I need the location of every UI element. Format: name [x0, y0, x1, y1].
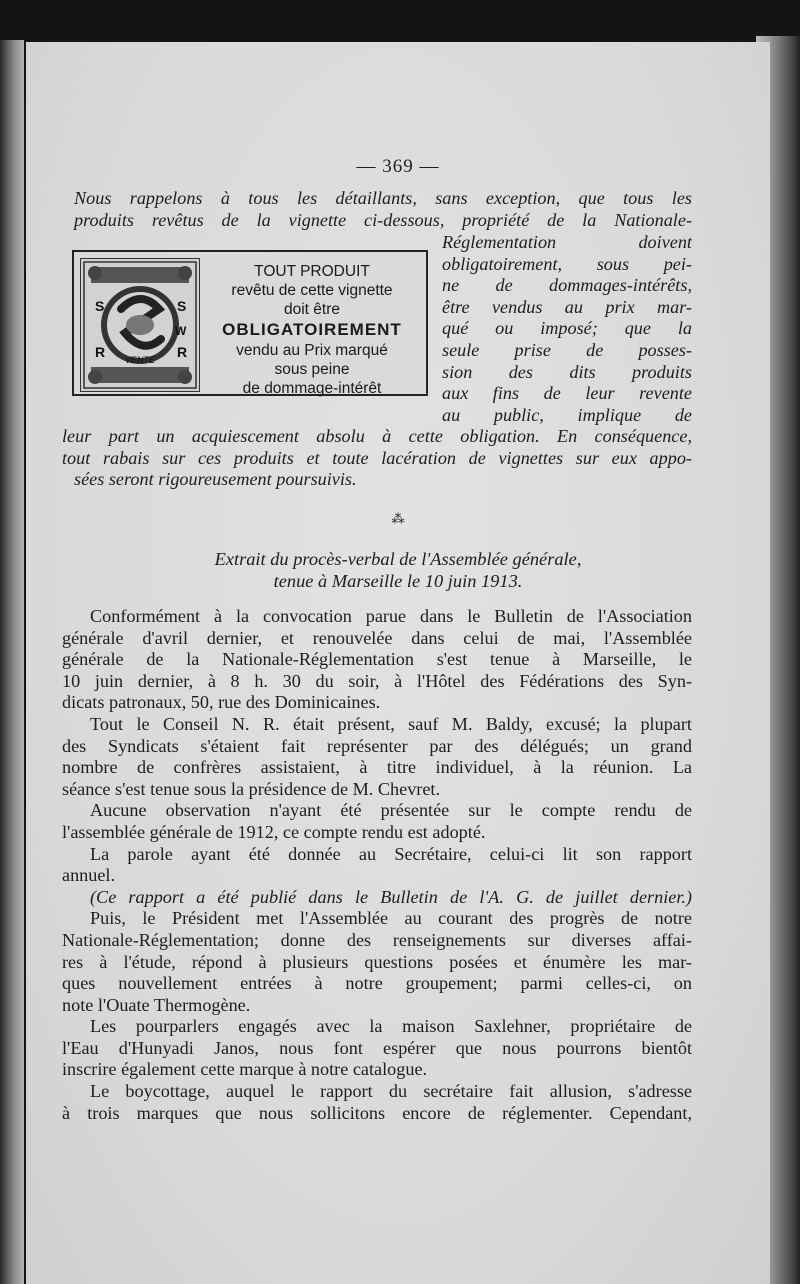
intro-top [74, 188, 692, 231]
vignette-line: sous peine [274, 361, 350, 378]
text-line: ne de dommages-intérêts, [442, 275, 692, 296]
text-line: annuel. [62, 865, 116, 886]
text-line: Conformément à la convocation parue dans le Bulletin de l'Association [90, 606, 692, 626]
text-line: leur part un acquiescement absolu à cette obligation. En conséquence, [62, 426, 692, 446]
stamp-letter: W [175, 324, 187, 338]
text-line: aux fins de leur revente [442, 383, 692, 404]
stamp-letter: S [95, 298, 105, 314]
text-line: Aucune observation n'ayant été présentée sur le compte rendu de [90, 800, 692, 821]
text-line: Nous rappelons à tous les détaillants, sans exception, que tous les [74, 188, 692, 208]
text-line: Puis, le Président met l'Assemblée au courant des progrès de notre [90, 908, 692, 929]
asterism: ⁂ [391, 511, 405, 526]
intro-bottom [62, 426, 692, 491]
vignette-line: revêtu de cette vignette [231, 282, 393, 299]
vignette-text [204, 262, 420, 398]
text-line: sées seront rigoureusement poursuivis. [74, 469, 357, 490]
vignette-line: TOUT PRODUIT [254, 263, 370, 280]
stamp-emblem-icon [81, 259, 199, 391]
heading-line: tenue à Marseille le 10 juin 1913. [273, 571, 523, 591]
text-line: Réglementation doivent [442, 232, 692, 252]
text-line: générale de la Nationale-Réglementation s'est tenue à Marseille, le [62, 649, 692, 670]
vignette-line: de dommage-intérêt [242, 380, 382, 397]
stamp-letter: R [177, 344, 188, 360]
stamp-letter: R [95, 344, 106, 360]
vignette-line: doit être [283, 301, 340, 318]
text-line: l'assemblée générale de 1912, ce compte rendu est adopté. [62, 821, 486, 842]
stamp-image [80, 258, 200, 392]
text-line: inscrire également cette marque à notre catalogue. [62, 1059, 428, 1080]
text-line: obligatoirement, sous pei- [442, 253, 692, 274]
text-line: La parole ayant été donnée au Secrétaire, celui-ci lit son rapport [90, 843, 692, 864]
text-line: ques nouvellement entrées à notre groupement; parmi celles-ci, on [62, 973, 692, 994]
intro-side [442, 232, 692, 426]
heading-line: Extrait du procès-verbal de l'Assemblée générale, [214, 549, 582, 569]
text-line: seule prise de posses- [442, 339, 692, 360]
text-line: Nationale-Réglementation; donne des renseignements sur diverses affai- [62, 929, 692, 950]
text-line: à trois marques que nous sollicitons encore de réglementer. Cependant, [62, 1102, 692, 1123]
text-line: séance s'est tenue sous la présidence de M. Chevret. [62, 778, 441, 799]
book-page [26, 42, 770, 1284]
text-line: produits revêtus de la vignette ci-dessous, propriété de la Nationale- [74, 209, 692, 230]
text-line: sion des dits produits [442, 361, 692, 382]
vignette-emphasis: OBLIGATOIREMENT [222, 320, 402, 339]
text-line: Les pourparlers engagés avec la maison Saxlehner, propriétaire de [90, 1016, 692, 1037]
text-line: (Ce rapport a été publié dans le Bulletin de l'A. G. de juillet dernier.) [90, 886, 692, 907]
text-line: au public, implique de [442, 404, 692, 425]
text-line: dicats patronaux, 50, rue des Dominicaines. [62, 692, 381, 713]
text-line: Le boycottage, auquel le rapport du secrétaire fait allusion, s'adresse [90, 1081, 692, 1102]
text-line: nombre de confrères assistaient, à titre individuel, à la réunion. La [62, 757, 692, 778]
vignette-line: vendu au Prix marqué [236, 342, 388, 359]
text-line: être vendus au prix mar- [442, 296, 692, 317]
text-line: note l'Ouate Thermogène. [62, 994, 251, 1015]
text-line: générale d'avril dernier, et renouvelée dans celui de mai, l'Assemblée [62, 627, 692, 648]
stamp-bottom-text: VENTE [124, 355, 156, 365]
text-line: Tout le Conseil N. R. était présent, sauf M. Baldy, excusé; la plupart [90, 713, 692, 734]
section-heading [26, 548, 770, 592]
text-line: l'Eau d'Hunyadi Janos, nous font espérer que nous pourrons bientôt [62, 1037, 692, 1058]
text-line: tout rabais sur ces produits et toute lacération de vignettes sur eux appo- [62, 447, 692, 468]
stamp-letter: S [177, 298, 187, 314]
page-number: — 369 — [356, 156, 440, 177]
body-paragraph [62, 606, 692, 1124]
vignette-box [72, 250, 428, 396]
text-line: res à l'étude, répond à plusieurs questions posées et énumère les mar- [62, 951, 692, 972]
facing-page-edge [0, 40, 24, 1284]
text-line: des Syndicats s'étaient fait représenter par des délégués; un grand [62, 735, 692, 756]
text-line: 10 juin dernier, à 8 h. 30 du soir, à l'Hôtel des Fédérations des Syn- [62, 670, 692, 691]
text-line: qué ou imposé; que la [442, 318, 692, 339]
